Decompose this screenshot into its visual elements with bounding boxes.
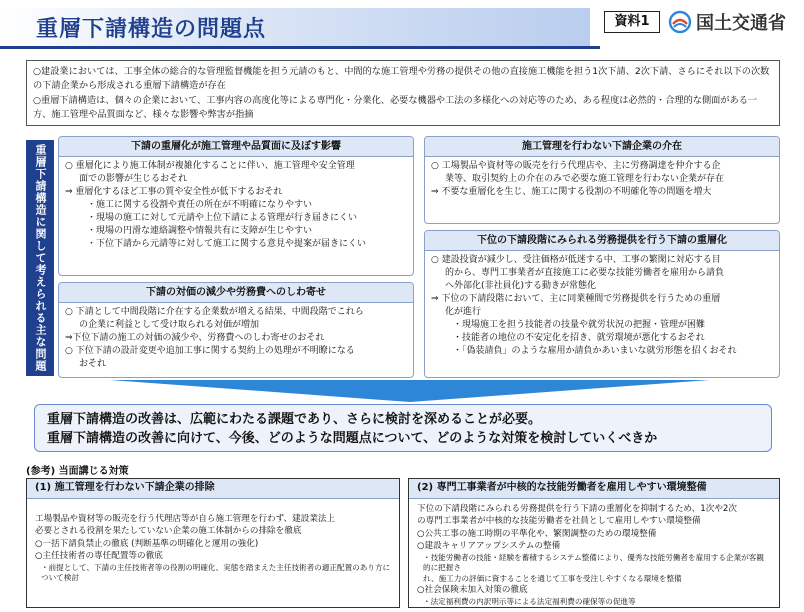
panel-line: 面での影響が生じるおそれ <box>79 174 188 184</box>
conclusion-box <box>34 404 772 452</box>
panel-line: ⇒下位下請の施工の対価の減少や、労務費へのしわ寄せのおそれ <box>65 333 325 343</box>
panel-line: ⇒ 下位の下請段階において、主に同業種間で労務提供を行うための重層 <box>431 294 721 304</box>
document-tag: 資料1 <box>604 11 660 33</box>
panel-line: ○ 下位下請の設計変更や追加工事に関する契約上の処理が不明瞭になる <box>65 346 355 356</box>
panel-line: ○ 建設投資が減少し、受注価格が低迷する中、工事の繁閑に対応する目 <box>431 255 721 265</box>
reference-line: ○社会保険未加入対策の徹底 <box>417 585 528 595</box>
panel-heading: 下請の対価の減少や労務費へのしわ寄せ <box>59 283 413 303</box>
header <box>0 0 804 52</box>
conclusion-line: 重層下請構造の改善に向けて、今後、どのような問題点について、どのような対策を検討していくべきか <box>47 431 658 446</box>
panel-line: ○ 下請として中間段階に介在する企業数が増える結果、中間段階でこれら <box>65 307 364 317</box>
intro-line: ○重層下請構造は、個々の企業において、工事内容の高度化等による専門化・分業化、必要な機器や工法の多様化への対応等のため、ある程度は必然的・合理的な側面がある一方、施工管理や品質面など、様々な影響や弊害が指摘 <box>33 95 758 120</box>
reference-line: の専門工事業者が中核的な技能労働者を社員として雇用しやすい環境整備 <box>417 516 701 526</box>
reference-note: ・前提として、下請の主任技術者等の役割の明確化、実態を踏まえた主任技術者の適正配置のあり方に <box>41 562 391 572</box>
panel-heading: 施工管理を行わない下請企業の介在 <box>425 137 779 157</box>
ministry-name: 国土交通省 <box>696 13 786 34</box>
down-arrow-icon <box>110 380 710 402</box>
reference-line: 必要とされる役割を果たしていない企業の施工体制からの排除を徹底 <box>35 526 302 536</box>
panel-non-managing-subcontractors <box>424 136 780 224</box>
panel-bullet: ・施工に関する役割や責任の所在が不明確になりやすい <box>87 200 313 210</box>
panel-subcontract-layering-impact <box>58 136 414 276</box>
reference-title: (参考) 当面講じる対策 <box>26 466 129 477</box>
panel-line: 化が進行 <box>445 307 482 317</box>
panel-bullet: ・現場の施工に対して元請や上位下請による管理が行き届きにくい <box>87 213 358 223</box>
reference-line: ○公共工事の施工時期の平準化や、繁閑調整のための環境整備 <box>417 528 657 539</box>
reference-line: 下位の下請段階にみられる労務提供を行う下請の重層化を抑制するため、1次や2次 <box>417 503 737 514</box>
panel-heading: 下位の下請段階にみられる労務提供を行う下請の重層化 <box>425 231 779 251</box>
panel-compensation-reduction <box>58 282 414 378</box>
panel-bullet: ・現場の円滑な連絡調整や情報共有に支障が生じやすい <box>87 226 313 236</box>
panel-line: 業等、取引契約上の介在のみで必要な施工管理を行わない企業が存在 <box>445 174 725 184</box>
reference-line: ○一括下請負禁止の徹底 (判断基準の明確化と運用の強化) <box>35 538 259 549</box>
page-title: 重層下請構造の問題点 <box>36 17 267 42</box>
panel-labor-layering <box>424 230 780 378</box>
reference-line: 工場製品や資材等の販売を行う代理店等が自ら施工管理を行わず、建設業法上 <box>35 513 336 524</box>
panel-line: おそれ <box>79 359 107 369</box>
reference-line: ○主任技術者の専任配置等の徹底 <box>35 551 163 561</box>
panel-bullet: ・下位下請から元請等に対して施工に関する意見や提案が届きにくい <box>87 239 367 249</box>
reference-note: ついて検討 <box>41 573 79 582</box>
panel-line: へ外部化(非社員化)する動きが常態化 <box>445 281 597 291</box>
panel-heading: 下請の重層化が施工管理や品質面に及ぼす影響 <box>59 137 413 157</box>
panel-line: ⇒ 不要な重層化を生じ、施工に関する役割の不明確化等の問題を増大 <box>431 187 712 197</box>
intro-line: ○建設業においては、工事全体の総合的な管理監督機能を担う元請のもと、中間的な施工管理や労務の提供その他の直接施工機能を担う1次下請、2次下請、さらにそれ以下の次数の下請企業から形成される重層下請構造が存在 <box>33 66 770 91</box>
reference-heading: (1) 施工管理を行わない下請企業の排除 <box>27 479 399 499</box>
panel-bullet: ・現場施工を担う技能者の技量や就労状況の把握・管理が困難 <box>453 320 706 330</box>
reference-note: ・技能労働者の技能・経験を蓄積するシステム整備により、優秀な技能労働者を雇用する企業が客観的に把握さ <box>423 552 764 572</box>
panel-line: ○ 重層化により施工体制が複雑化することに伴い、施工管理や安全管理 <box>65 161 355 171</box>
panel-line: 的から、専門工事業者が直接施工に必要な技能労働者を雇用から請負 <box>445 268 725 278</box>
reference-line: ○建設キャリアアップシステムの整備 <box>417 541 561 551</box>
ministry-logo <box>668 8 786 36</box>
reference-note: ・法定福利費の内訳明示等による法定福利費の確保等の促進等 <box>423 596 636 606</box>
side-label: 重層下請構造に関して考えられる主な問題 <box>26 140 54 376</box>
panel-bullet: ・技能者の地位の不安定化を招き、就労環境が悪化するおそれ <box>453 333 705 343</box>
panel-line: の企業に利益として受け取られる対価が増加 <box>79 320 260 330</box>
panel-line: ○ 工場製品や資材等の販売を行う代理店や、主に労務調達を仲介する企 <box>431 161 721 171</box>
title-underline <box>0 46 600 49</box>
intro-box <box>26 60 780 126</box>
conclusion-line: 重層下請構造の改善は、広範にわたる課題であり、さらに検討を深めることが必要。 <box>47 412 542 427</box>
reference-measure-right <box>408 478 780 608</box>
reference-note: れ、施工力の評価に資することを通じて工事を受注しやすくなる環境を整備 <box>423 573 682 583</box>
panel-bullet: ・「偽装請負」のような雇用か請負かあいまいな就労形態を招くおそれ <box>453 346 737 356</box>
reference-measure-left <box>26 478 400 608</box>
panel-line: ⇒ 重層化するほど工事の質や安全性が低下するおそれ <box>65 187 283 197</box>
reference-heading: (2) 専門工事業者が中核的な技能労働者を雇用しやすい環境整備 <box>409 479 779 499</box>
mlit-logo-icon <box>668 10 692 34</box>
